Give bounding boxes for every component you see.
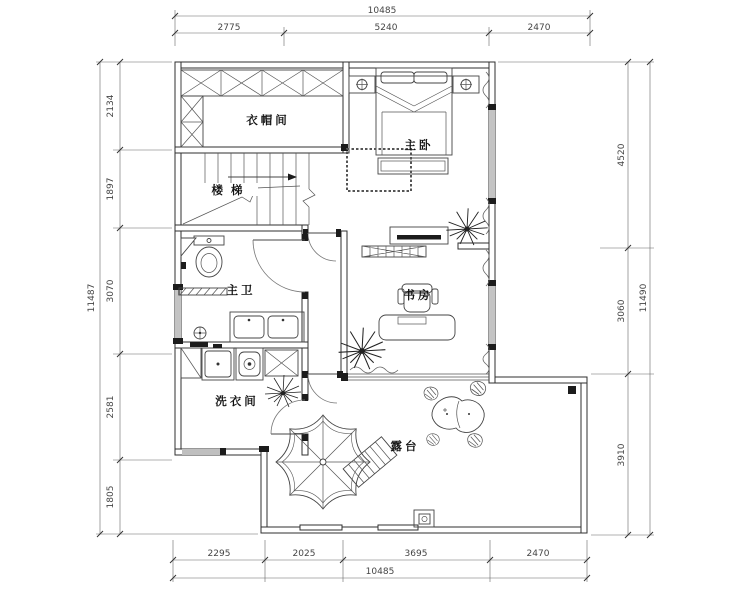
dim-left-overall: 11487 bbox=[87, 283, 97, 313]
plant-icon bbox=[446, 208, 487, 245]
double-sink bbox=[230, 312, 304, 342]
dim-right-seg2: 3060 bbox=[617, 299, 627, 323]
label-cloakroom: 衣帽间 bbox=[246, 113, 290, 127]
dim-bottom-seg4: 2470 bbox=[526, 549, 550, 559]
dim-top-seg1: 2775 bbox=[217, 23, 241, 33]
terrace-drain-icon bbox=[414, 510, 434, 527]
laundry-sink bbox=[202, 344, 234, 380]
dimension-lines-right bbox=[498, 59, 654, 538]
pond-rocks bbox=[424, 381, 486, 447]
label-laundry: 洗衣间 bbox=[215, 394, 259, 408]
corner-shelf bbox=[181, 238, 196, 256]
label-terrace: 露台 bbox=[390, 439, 420, 453]
toilet-icon bbox=[194, 236, 224, 277]
label-master-bathroom: 主卫 bbox=[226, 283, 256, 297]
dimension-lines-bottom bbox=[170, 540, 590, 582]
cloakroom-wardrobe bbox=[181, 70, 343, 147]
dim-left-seg1: 2134 bbox=[106, 94, 116, 118]
laundry-cabinet bbox=[265, 350, 298, 376]
terrace-features bbox=[276, 381, 576, 527]
label-stairs: 楼梯 bbox=[211, 183, 251, 197]
washing-machine-icon bbox=[236, 348, 263, 380]
dim-right-seg3: 3910 bbox=[617, 443, 627, 467]
dim-left-seg5: 1805 bbox=[106, 485, 116, 509]
bed-group bbox=[347, 68, 479, 191]
dim-right-overall: 11490 bbox=[639, 283, 649, 313]
laundry-fixtures bbox=[181, 344, 298, 380]
low-cabinet-hatched bbox=[362, 246, 426, 257]
room-labels bbox=[204, 113, 434, 453]
dim-left-seg2: 1897 bbox=[106, 177, 116, 201]
dim-right-seg1: 4520 bbox=[617, 143, 627, 167]
desk bbox=[379, 315, 455, 340]
dim-left-seg3: 3070 bbox=[106, 279, 116, 303]
dimension-lines-top bbox=[172, 6, 593, 46]
pond bbox=[432, 397, 484, 433]
dim-bottom-seg2: 2025 bbox=[292, 549, 316, 559]
dim-bottom-overall: 10485 bbox=[365, 567, 395, 577]
dim-top-seg2: 5240 bbox=[374, 23, 398, 33]
curtains bbox=[350, 72, 489, 374]
tv-cabinet bbox=[390, 227, 448, 244]
label-master-bedroom: 主卧 bbox=[404, 138, 434, 152]
label-study: 书房 bbox=[403, 288, 433, 302]
column bbox=[568, 386, 576, 394]
dim-top-seg3: 2470 bbox=[527, 23, 551, 33]
dim-top-overall: 10485 bbox=[367, 6, 397, 16]
exterior-walls bbox=[175, 62, 587, 533]
plant-icon bbox=[265, 375, 301, 407]
floor-drain-icon bbox=[194, 327, 206, 339]
dimension-lines-left bbox=[87, 59, 258, 537]
dim-bottom-seg1: 2295 bbox=[207, 549, 231, 559]
study-furniture bbox=[362, 227, 455, 340]
dim-left-seg4: 2581 bbox=[106, 395, 116, 419]
towel-bar bbox=[179, 288, 227, 295]
dim-bottom-seg3: 3695 bbox=[404, 549, 428, 559]
